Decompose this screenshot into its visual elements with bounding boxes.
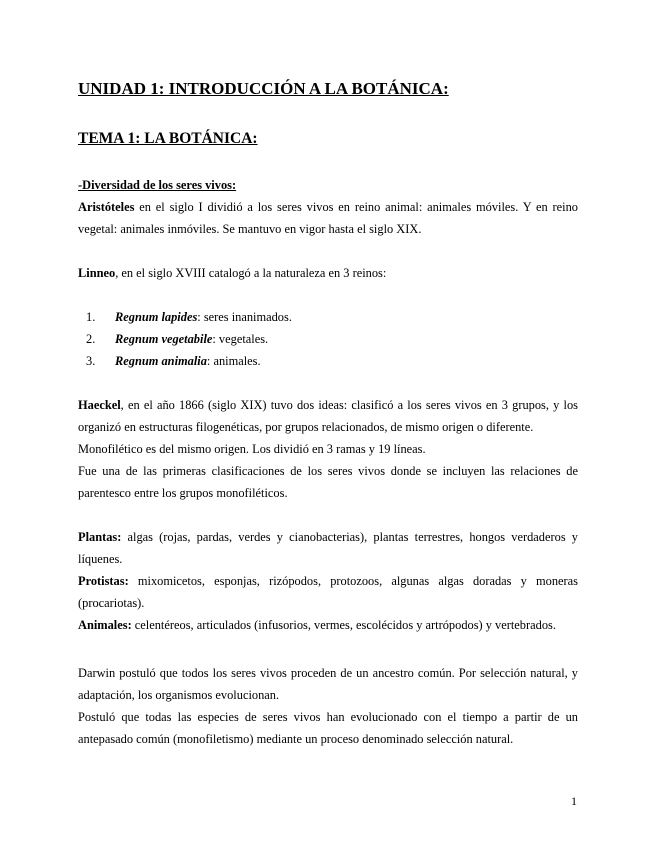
paragraph-darwin-2: Postuló que todas las especies de seres vivos han evolucionado con el tiempo a partir de un antepasado común (monofiletismo) mediante un proceso denominado selección natural. xyxy=(78,710,578,746)
text-protistas: mixomicetos, esponjas, rizópodos, protozoos, algunas algas doradas y moneras (procariotas). xyxy=(78,574,578,610)
list-item-number: 1. xyxy=(86,310,96,324)
list-item xyxy=(78,328,578,350)
section-grupos xyxy=(78,526,578,636)
paragraph-clasificaciones: Fue una de las primeras clasificaciones de los seres vivos donde se incluyen las relaciones de parentesco entre los grupos monofiléticos. xyxy=(78,464,578,500)
section-title-text: -Diversidad de los seres vivos: xyxy=(78,178,237,192)
text-aristoteles: en el siglo I dividió a los seres vivos en reino animal: animales móviles. Y en reino vegetal: animales inmóviles. Se mantuvo en vigor hasta el siglo XIX. xyxy=(78,200,578,236)
paragraph-animales xyxy=(78,614,578,636)
list-item-number: 2. xyxy=(86,332,96,346)
list-item-desc: : animales. xyxy=(206,354,261,368)
section-haeckel xyxy=(78,394,578,504)
list-item-desc: : vegetales. xyxy=(212,332,269,346)
list-item-number: 3. xyxy=(86,354,96,368)
label-plantas: Plantas: xyxy=(78,530,122,544)
list-item xyxy=(78,306,578,328)
list-item-name: Regnum vegetabile xyxy=(115,332,213,346)
label-animales: Animales: xyxy=(78,618,132,632)
paragraph-plantas xyxy=(78,526,578,570)
paragraph-haeckel xyxy=(78,394,578,438)
list-item xyxy=(78,350,578,372)
topic-heading: TEMA 1: LA BOTÁNICA: xyxy=(78,130,258,147)
page-number: 1 xyxy=(571,794,577,808)
name-linneo: Linneo xyxy=(78,266,116,280)
reinos-list xyxy=(78,306,578,372)
unit-heading: UNIDAD 1: INTRODUCCIÓN A LA BOTÁNICA: xyxy=(78,79,449,98)
name-aristoteles: Aristóteles xyxy=(78,200,135,214)
text-linneo: , en el siglo XVIII catalogó a la naturaleza en 3 reinos: xyxy=(115,266,387,280)
section-diversidad xyxy=(78,174,578,240)
paragraph-linneo xyxy=(78,262,578,284)
name-haeckel: Haeckel xyxy=(78,398,121,412)
text-plantas: algas (rojas, pardas, verdes y cianobacterias), plantas terrestres, hongos verdaderos y líquenes. xyxy=(78,530,578,566)
label-protistas: Protistas: xyxy=(78,574,129,588)
paragraph-monofiletico: Monofilético es del mismo origen. Los dividió en 3 ramas y 19 líneas. xyxy=(78,442,426,456)
section-title xyxy=(78,174,578,196)
list-item-desc: : seres inanimados. xyxy=(197,310,292,324)
section-darwin xyxy=(78,662,578,750)
list-item-name: Regnum lapides xyxy=(115,310,198,324)
paragraph-darwin-1: Darwin postuló que todos los seres vivos proceden de un ancestro común. Por selección natural, y adaptación, los organismos evolucionan. xyxy=(78,666,578,702)
paragraph-aristoteles xyxy=(78,196,578,240)
list-item-name: Regnum animalia xyxy=(115,354,207,368)
paragraph-protistas xyxy=(78,570,578,614)
text-haeckel: , en el año 1866 (siglo XIX) tuvo dos ideas: clasificó a los seres vivos en 3 grupos, y los organizó en estructuras filogenéticas, por grupos relacionados, de mismo origen o diferente. xyxy=(78,398,578,434)
reinos-list-wrapper xyxy=(78,306,578,372)
text-animales: celentéreos, articulados (infusorios, vermes, escolécidos y artrópodos) y vertebrados. xyxy=(131,618,556,632)
